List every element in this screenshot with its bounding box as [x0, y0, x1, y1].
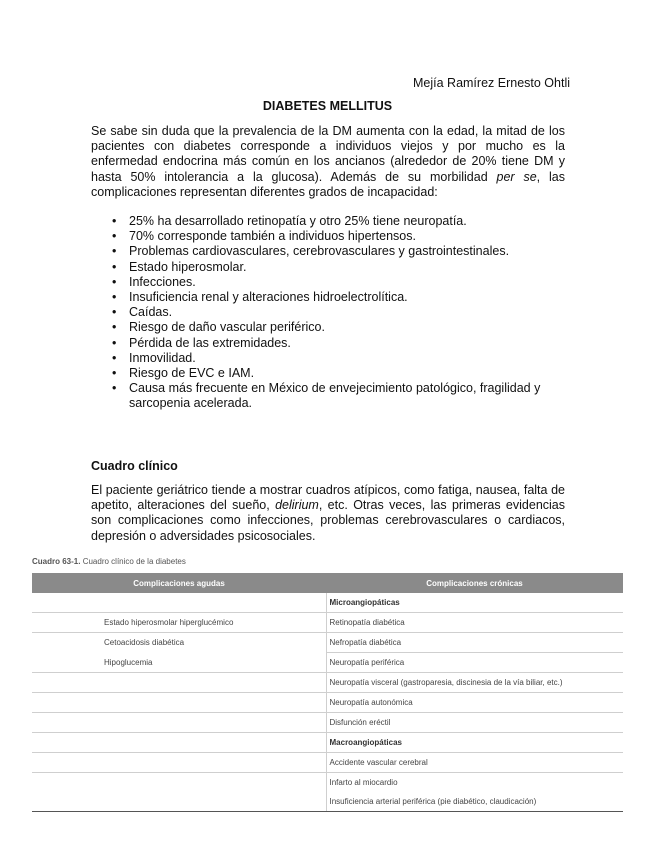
table-row — [32, 773, 623, 793]
table-row — [32, 593, 623, 613]
table-cell: Retinopatía diabética — [326, 613, 623, 633]
table-cell — [32, 753, 326, 773]
table-row — [32, 653, 623, 673]
table-row — [32, 693, 623, 713]
list-item: • Riesgo de daño vascular periférico. — [91, 320, 565, 335]
list-item: • Estado hiperosmolar. — [91, 260, 565, 275]
table-cell — [32, 792, 326, 812]
clinic-paragraph — [91, 483, 565, 544]
table-cell — [32, 733, 326, 753]
table-cell: Cetoacidosis diabética — [104, 638, 185, 648]
table-cell: Infarto al miocardio — [326, 773, 623, 793]
clinic-text: El paciente geriátrico tiende a mostrar cuadros atípicos, como fatiga, nausea, falta de apetito, alteraciones del sueño, — [91, 483, 565, 513]
intro-italic: per se — [496, 169, 537, 184]
section-heading: Cuadro clínico — [91, 459, 178, 473]
table-cell: Hipoglucemia — [32, 653, 326, 673]
table-header-row — [32, 573, 623, 593]
table-cell: Neuropatía periférica — [326, 653, 623, 673]
table-cell: Macroangiopáticas — [326, 733, 623, 753]
list-item: • 25% ha desarrollado retinopatía y otro 25% tiene neuropatía. — [91, 214, 565, 229]
document-title: DIABETES MELLITUS — [262, 99, 393, 113]
table-cell: Estado hiperosmolar hiperglucémico — [32, 613, 326, 633]
list-item: • Caídas. — [91, 305, 565, 320]
table-row — [32, 753, 623, 773]
intro-paragraph — [91, 124, 565, 200]
table-row — [32, 792, 623, 812]
table-cell — [32, 593, 326, 613]
table-caption — [32, 557, 186, 566]
table-cell: Accidente vascular cerebral — [326, 753, 623, 773]
table-cell: Neuropatía autonómica — [326, 693, 623, 713]
header-acute: Complicaciones agudas — [32, 573, 326, 593]
table-cell — [32, 673, 326, 693]
list-item: • 70% corresponde también a individuos hipertensos. — [91, 229, 565, 244]
clinic-italic: delirium — [275, 498, 319, 513]
table-row — [32, 633, 623, 653]
list-item: • Infecciones. — [91, 275, 565, 290]
list-item: • Inmovilidad. — [91, 351, 565, 366]
list-item: • Riesgo de EVC e IAM. — [91, 366, 565, 381]
intro-text: Se sabe sin duda que la prevalencia de la DM aumenta con la edad, la mitad de los pacientes con diabetes corresponde a individuos viejos y por mucho es la enfermedad endocrina más común en los ancianos (alrededor de 20% tiene DM y hasta 50% intolerancia a la glucosa). Además de su morbilidad — [91, 124, 565, 184]
list-item: • Insuficiencia renal y alteraciones hidroelectrolítica. — [91, 290, 565, 305]
table-cell: Insuficiencia arterial periférica (pie diabético, claudicación) — [326, 792, 623, 812]
table-row — [32, 613, 623, 633]
table-cell: Neuropatía visceral (gastroparesia, discinesia de la vía biliar, etc.) — [326, 673, 623, 693]
intro-text-end: , las complicaciones representan diferentes grados de incapacidad: — [91, 169, 565, 199]
table-cell: Nefropatía diabética — [326, 633, 623, 653]
author-name: Mejía Ramírez Ernesto Ohtli — [413, 76, 570, 90]
table-caption-text: Cuadro clínico de la diabetes — [82, 557, 186, 566]
table-cell — [32, 693, 326, 713]
table-row — [32, 713, 623, 733]
table-row — [32, 733, 623, 753]
header-chronic: Complicaciones crónicas — [326, 573, 623, 593]
table-cell: Disfunción eréctil — [326, 713, 623, 733]
clinic-text-end: , etc. Otras veces, las primeras evidencias son complicaciones como infecciones, problemas cerebrovasculares o cardiacos, depresión o adversidades psicosociales. — [91, 498, 565, 543]
list-item: • Pérdida de las extremidades. — [91, 336, 565, 351]
table-cell — [32, 713, 326, 733]
table-cell — [32, 773, 326, 793]
table-cell: Microangiopáticas — [326, 593, 623, 613]
table-caption-label: Cuadro 63-1. — [32, 557, 81, 566]
complications-table — [32, 573, 623, 812]
list-item: • Problemas cardiovasculares, cerebrovasculares y gastrointestinales. — [91, 244, 565, 259]
complications-list — [91, 214, 565, 412]
table-row — [32, 673, 623, 693]
list-item: • Causa más frecuente en México de envejecimiento patológico, fragilidad y sarcopenia acelerada. — [91, 381, 565, 411]
